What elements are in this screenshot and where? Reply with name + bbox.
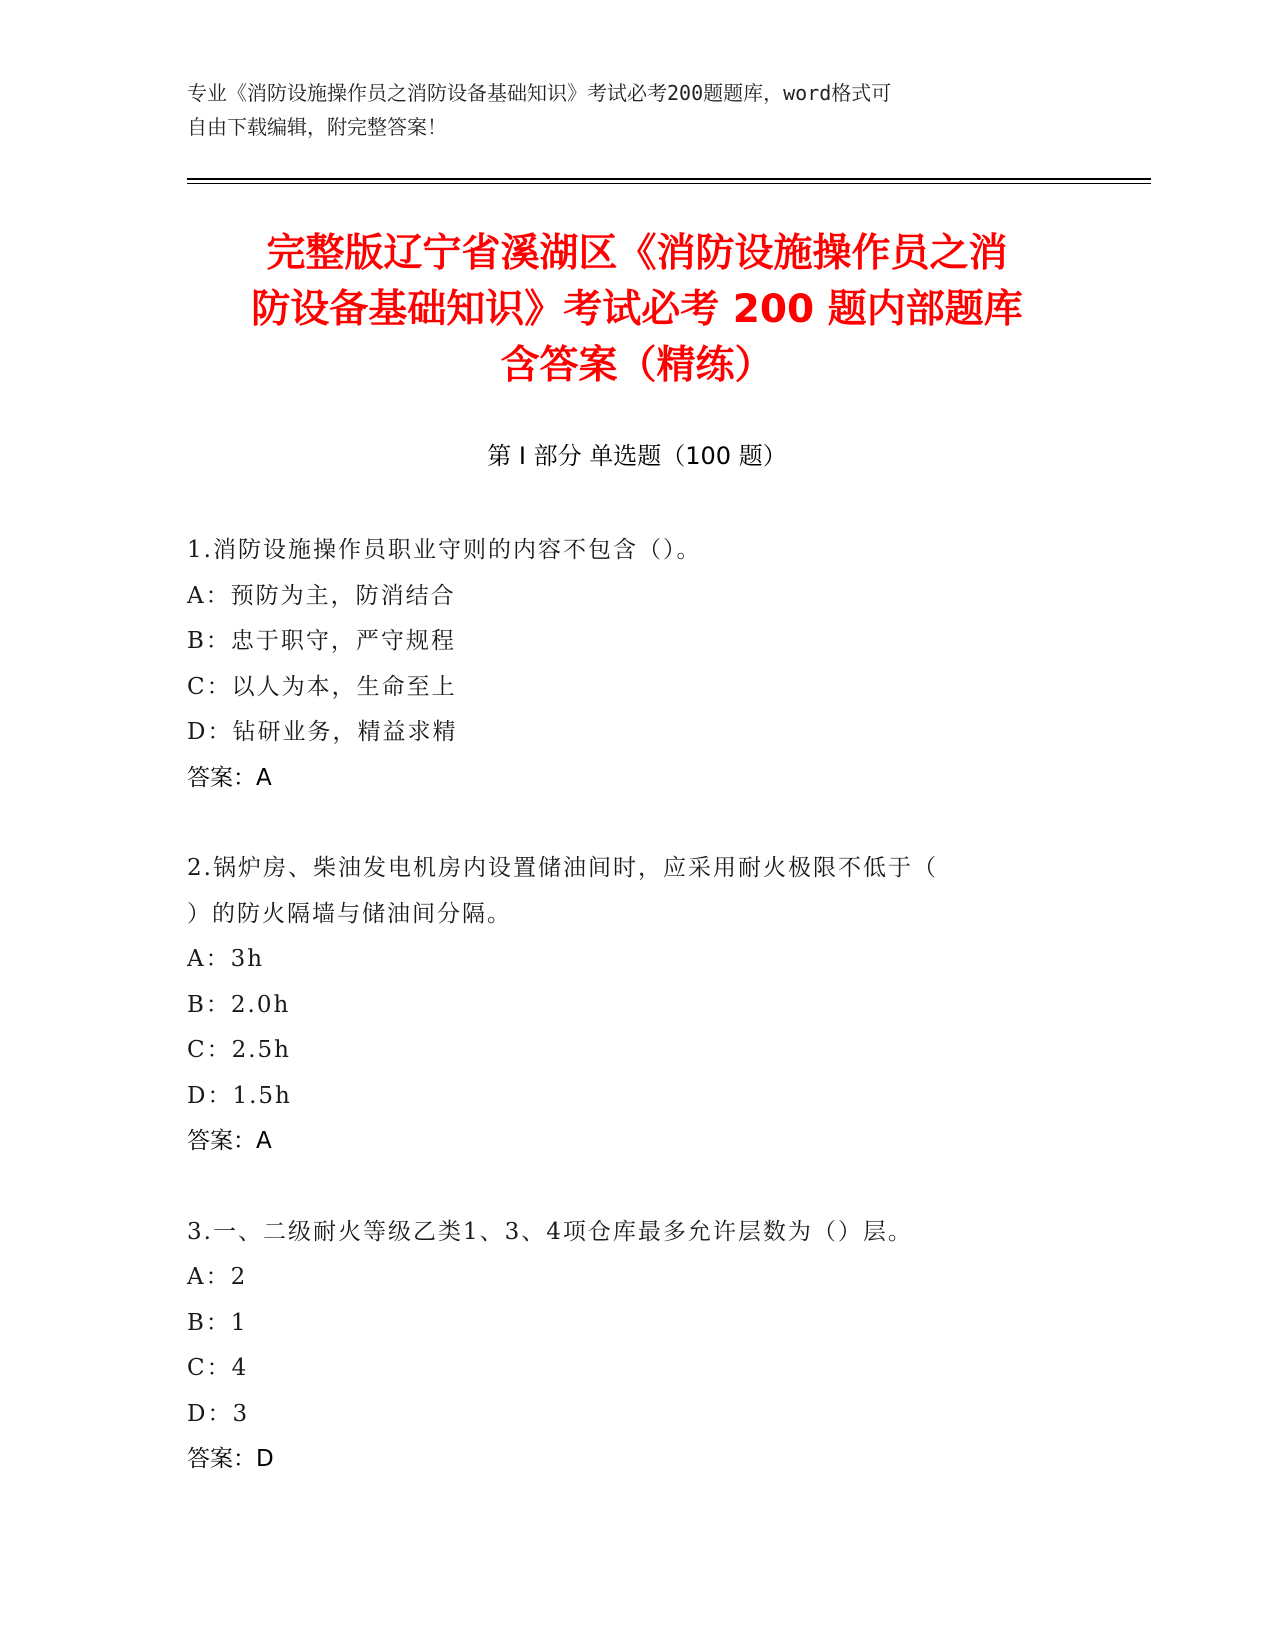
option-a: A：2 [187, 1264, 248, 1290]
option-d: D：3 [187, 1400, 250, 1427]
option-b: B：忠于职守，严守规程 [187, 628, 456, 654]
question-list [187, 528, 1067, 1528]
option-b: B：1 [187, 1309, 248, 1336]
question-1 [187, 528, 1067, 801]
option-a: A：预防为主，防消结合 [187, 582, 456, 609]
option-c: C：4 [187, 1355, 249, 1381]
question-stem: 3.一、二级耐火等级乙类1、3、4项仓库最多允许层数为（）层。 [187, 1218, 913, 1245]
question-stem-line-1: 2.锅炉房、柴油发电机房内设置储油间时，应采用耐火极限不低于（ [187, 855, 938, 881]
answer-line: 答案：D [187, 1446, 274, 1472]
question-3 [187, 1210, 1067, 1483]
question-stem: 1.消防设施操作员职业守则的内容不包含（）。 [187, 537, 702, 563]
document-header-note [187, 76, 1067, 144]
option-d: D：1.5h [187, 1082, 292, 1109]
header-divider-thick [187, 178, 1151, 180]
title-line-2: 防设备基础知识》考试必考 200 题内部题库 [251, 287, 1023, 332]
header-note-line-1: 专业《消防设施操作员之消防设备基础知识》考试必考200题题库，word格式可 [187, 81, 892, 105]
option-a: A：3h [187, 946, 265, 972]
document-title [187, 226, 1087, 394]
answer-line: 答案：A [187, 764, 272, 791]
option-c: C：2.5h [187, 1037, 291, 1063]
section-heading: 第 I 部分 单选题（100 题） [487, 442, 787, 470]
question-2 [187, 846, 1067, 1165]
answer-line: 答案：A [187, 1128, 272, 1154]
title-line-3: 含答案（精练） [500, 343, 774, 388]
header-divider-thin [187, 183, 1151, 184]
header-note-line-2: 自由下载编辑，附完整答案！ [187, 115, 447, 139]
question-stem-line-2: ）的防火隔墙与储油间分隔。 [187, 900, 512, 927]
option-b: B：2.0h [187, 991, 291, 1018]
option-d: D：钻研业务，精益求精 [187, 719, 458, 745]
option-c: C：以人为本，生命至上 [187, 673, 457, 700]
title-line-1: 完整版辽宁省溪湖区《消防设施操作员之消 [266, 231, 1008, 276]
